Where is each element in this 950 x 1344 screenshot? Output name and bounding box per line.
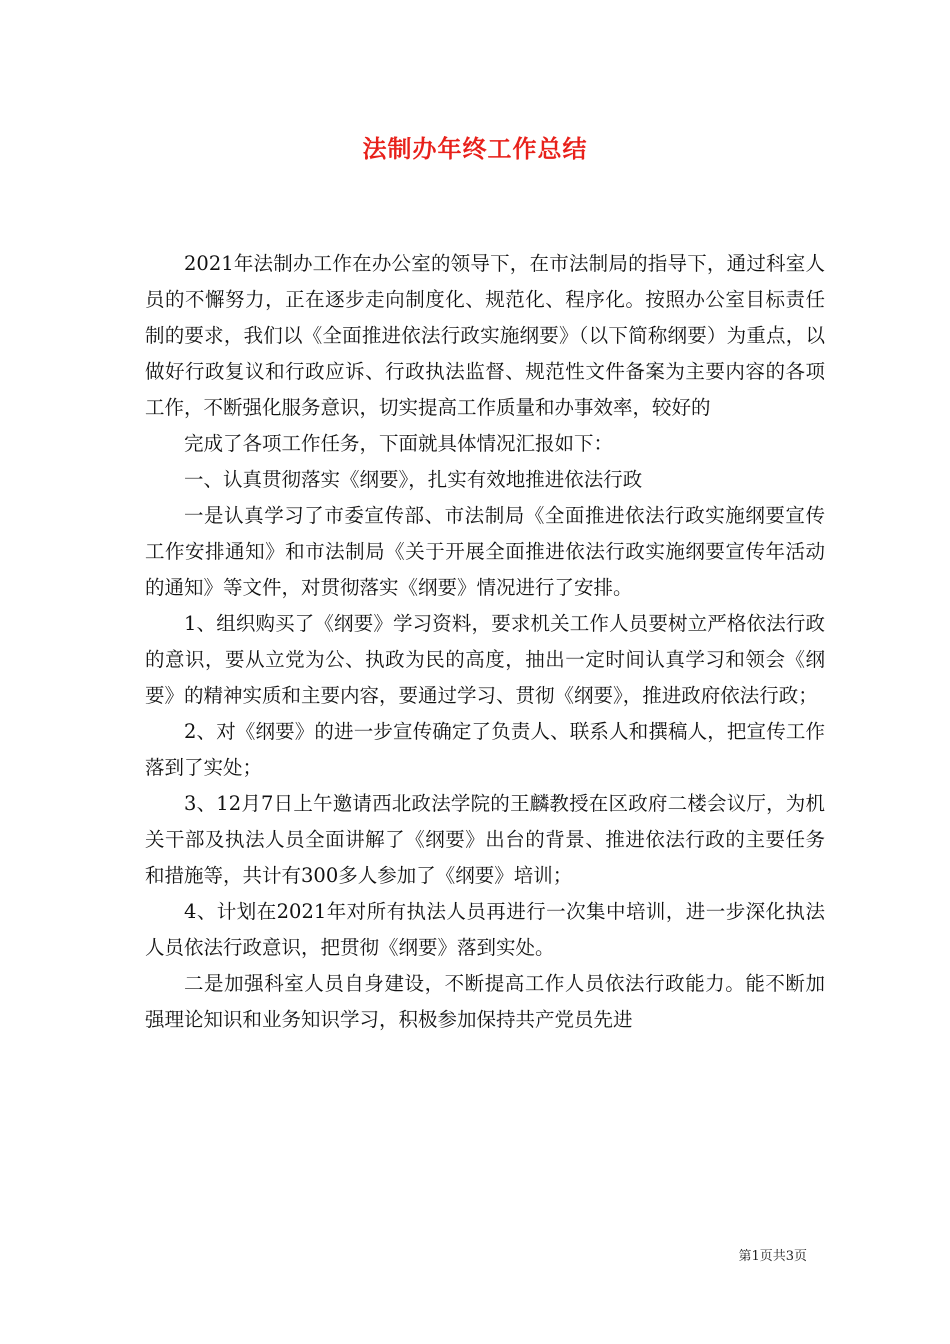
document-body (145, 246, 825, 1038)
paragraph-point-2: 二是加强科室人员自身建设，不断提高工作人员依法行政能力。能不断加强理论知识和业务知识学习，积极参加保持共产党员先进 (145, 972, 825, 1031)
list-item-1: 1、组织购买了《纲要》学习资料，要求机关工作人员要树立严格依法行政的意识，要从立党为公、执政为民的高度，抽出一定时间认真学习和领会《纲要》的精神实质和主要内容，要通过学习、贯彻《纲要》，推进政府依法行政； (145, 612, 825, 707)
list-item-2: 2、对《纲要》的进一步宣传确定了负责人、联系人和撰稿人，把宣传工作落到了实处； (145, 720, 825, 779)
paragraph-point-1: 一是认真学习了市委宣传部、市法制局《全面推进依法行政实施纲要宣传工作安排通知》和市法制局《关于开展全面推进依法行政实施纲要宣传年活动的通知》等文件，对贯彻落实《纲要》情况进行了安排。 (145, 504, 825, 599)
paragraph-intro: 2021年法制办工作在办公室的领导下，在市法制局的指导下，通过科室人员的不懈努力，正在逐步走向制度化、规范化、程序化。按照办公室目标责任制的要求，我们以《全面推进依法行政实施纲要》（以下简称纲要）为重点，以做好行政复议和行政应诉、行政执法监督、规范性文件备案为主要内容的各项工作，不断强化服务意识，切实提高工作质量和办事效率，较好的 (145, 252, 825, 419)
section-heading-1: 一、认真贯彻落实《纲要》，扎实有效地推进依法行政 (184, 468, 643, 491)
paragraph-intro-continued: 完成了各项工作任务，下面就具体情况汇报如下： (184, 432, 614, 455)
document-title: 法制办年终工作总结 (362, 135, 588, 163)
list-item-3: 3、12月7日上午邀请西北政法学院的王麟教授在区政府二楼会议厅，为机关干部及执法人员全面讲解了《纲要》出台的背景、推进依法行政的主要任务和措施等，共计有300多人参加了《纲要》培训； (145, 792, 825, 887)
page-number: 第1页共3页 (738, 1249, 807, 1264)
list-item-4: 4、计划在2021年对所有执法人员再进行一次集中培训，进一步深化执法人员依法行政意识，把贯彻《纲要》落到实处。 (145, 900, 825, 959)
